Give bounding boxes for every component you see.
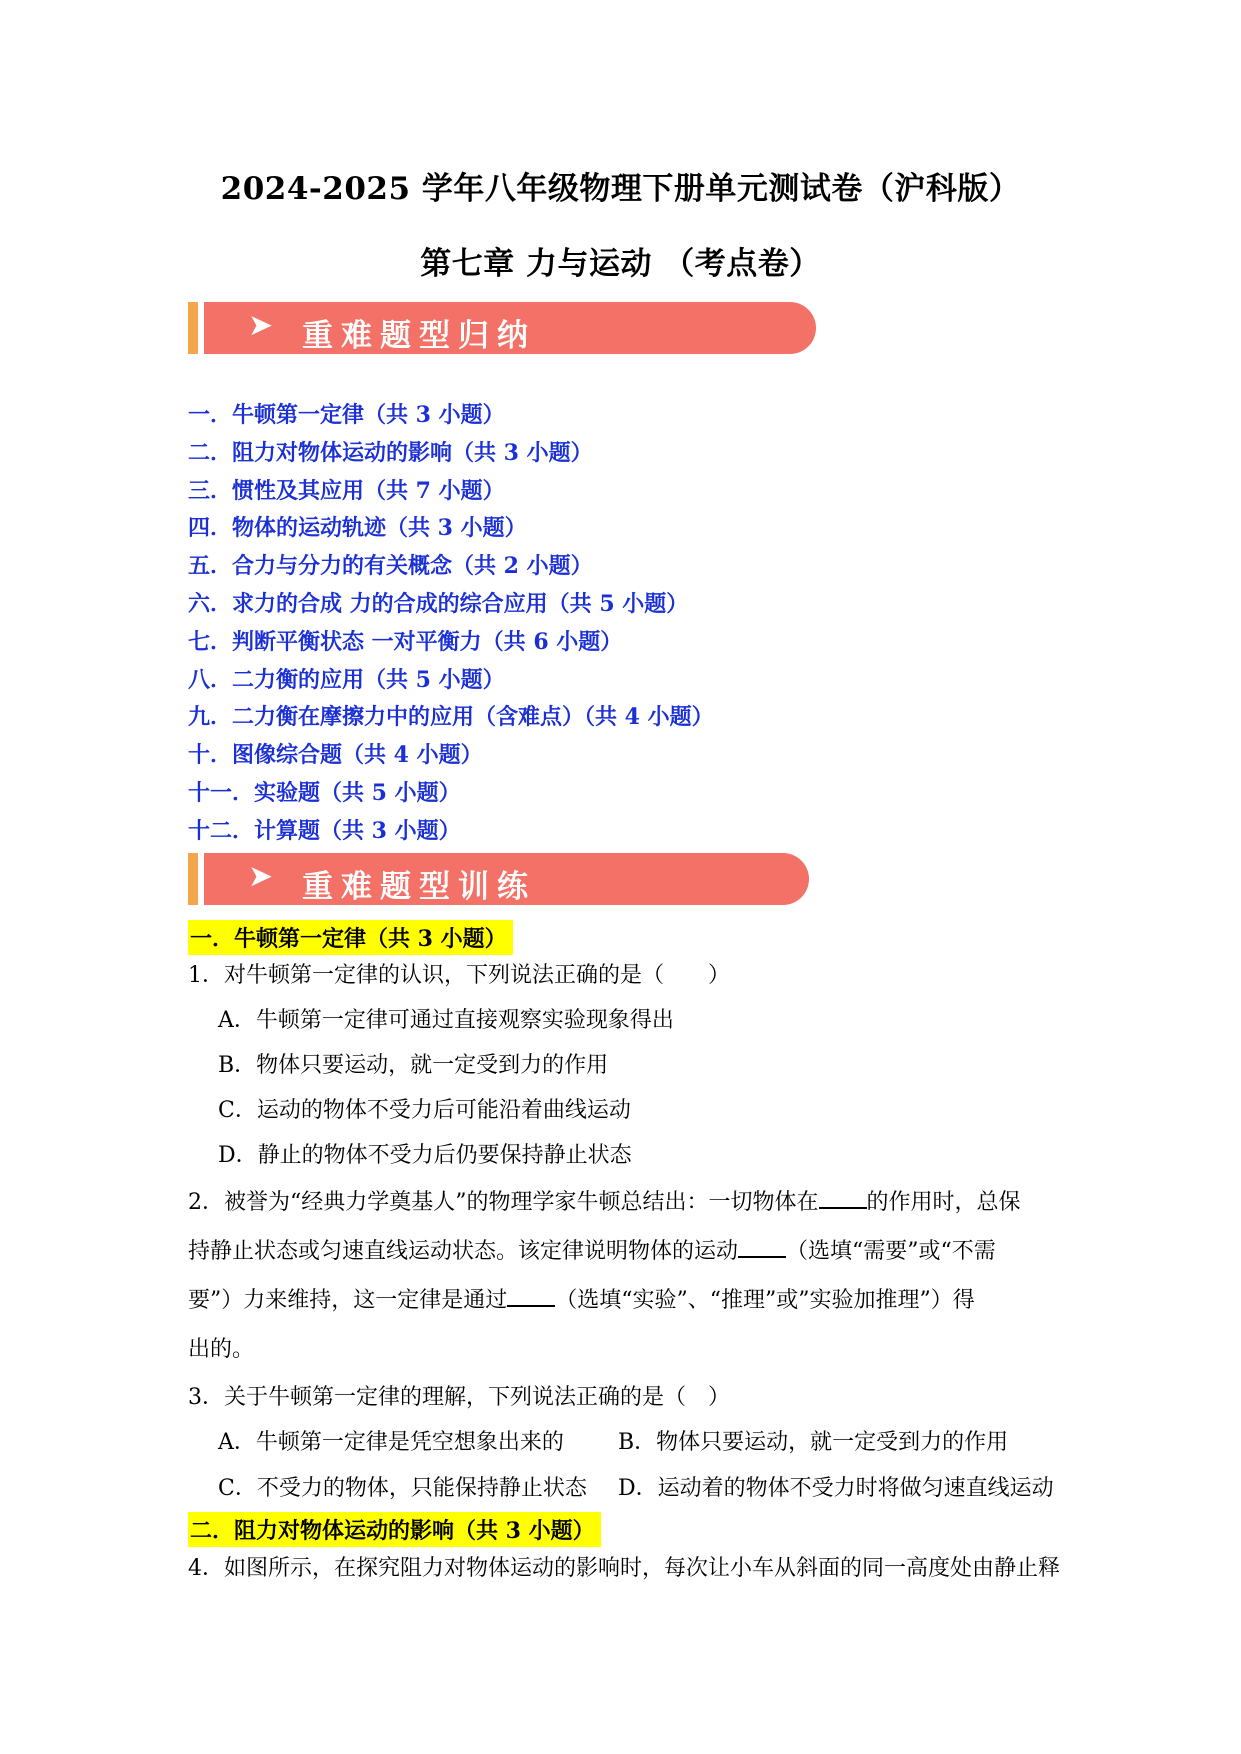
q2-text: 持静止状态或匀速直线运动状态。该定律说明物体的运动 xyxy=(188,1239,739,1264)
section-heading: 一．牛顿第一定律（共 3 小题） xyxy=(188,920,513,955)
option-a: A．牛顿第一定律是凭空想象出来的 xyxy=(218,1430,564,1455)
toc-item: 七．判断平衡状态 一对平衡力（共 6 小题） xyxy=(188,628,623,655)
toc-item: 六．求力的合成 力的合成的综合应用（共 5 小题） xyxy=(188,590,689,617)
banner-title: 重难题型归纳 xyxy=(302,318,536,354)
q2-text: 2．被誉为“经典力学奠基人”的物理学家牛顿总结出：一切物体在 xyxy=(188,1190,819,1215)
question-text xyxy=(188,1185,1021,1216)
option-b: B．物体只要运动，就一定受到力的作用 xyxy=(618,1430,1009,1455)
option-b: B．物体只要运动，就一定受到力的作用 xyxy=(218,1053,609,1078)
question-stem: 3．关于牛顿第一定律的理解，下列说法正确的是（ ） xyxy=(188,1385,730,1410)
q2-text: （选填“实验”、“推理”或”实验加推理”）得 xyxy=(555,1288,975,1313)
banner-title: 重难题型训练 xyxy=(302,869,536,905)
answer-blank xyxy=(507,1285,555,1307)
answer-blank xyxy=(819,1187,867,1209)
option-d: D．静止的物体不受力后仍要保持静止状态 xyxy=(218,1143,632,1168)
question-stem: 4．如图所示，在探究阻力对物体运动的影响时，每次让小车从斜面的同一高度处由静止释 xyxy=(188,1556,1061,1581)
toc-item: 二．阻力对物体运动的影响（共 3 小题） xyxy=(188,439,593,466)
banner-accent-bar xyxy=(188,302,198,354)
chevron-right-icon: ➤ xyxy=(248,308,274,343)
q2-text: 要”）力来维持，这一定律是通过 xyxy=(188,1288,508,1313)
toc-item: 三．惯性及其应用（共 7 小题） xyxy=(188,477,505,504)
topic-list xyxy=(188,398,714,852)
banner-pill xyxy=(204,853,809,905)
answer-blank xyxy=(738,1236,786,1258)
toc-item: 一．牛顿第一定律（共 3 小题） xyxy=(188,402,505,428)
chevron-right-icon: ➤ xyxy=(248,859,274,894)
toc-item: 十一．实验题（共 5 小题） xyxy=(188,779,461,806)
question-text xyxy=(188,1283,975,1314)
banner-pill xyxy=(204,302,816,354)
toc-item: 十二．计算题（共 3 小题） xyxy=(188,817,461,844)
toc-item: 四．物体的运动轨迹（共 3 小题） xyxy=(188,515,527,542)
toc-item: 九．二力衡在摩擦力中的应用（含难点）（共 4 小题） xyxy=(188,704,714,731)
option-a: A．牛顿第一定律可通过直接观察实验现象得出 xyxy=(218,1008,674,1033)
toc-item: 十．图像综合题（共 4 小题） xyxy=(188,742,483,769)
question-text: 出的。 xyxy=(188,1337,255,1362)
toc-item: 八．二力衡的应用（共 5 小题） xyxy=(188,666,505,693)
section-heading: 二．阻力对物体运动的影响（共 3 小题） xyxy=(188,1512,601,1547)
banner-accent-bar xyxy=(188,853,198,905)
option-c: C．不受力的物体，只能保持静止状态 xyxy=(218,1476,587,1501)
page-title: 2024-2025 学年八年级物理下册单元测试卷（沪科版） xyxy=(220,171,1021,207)
option-d: D．运动着的物体不受力时将做匀速直线运动 xyxy=(618,1476,1054,1501)
q2-text: （选填“需要”或“不需 xyxy=(786,1239,996,1264)
question-text xyxy=(188,1234,996,1265)
q2-text: 的作用时，总保 xyxy=(866,1190,1021,1215)
question-stem: 1．对牛顿第一定律的认识，下列说法正确的是（ ） xyxy=(188,963,730,988)
chapter-subtitle: 第七章 力与运动 （考点卷） xyxy=(420,246,821,282)
toc-item: 五．合力与分力的有关概念（共 2 小题） xyxy=(188,553,593,580)
option-c: C．运动的物体不受力后可能沿着曲线运动 xyxy=(218,1098,631,1123)
